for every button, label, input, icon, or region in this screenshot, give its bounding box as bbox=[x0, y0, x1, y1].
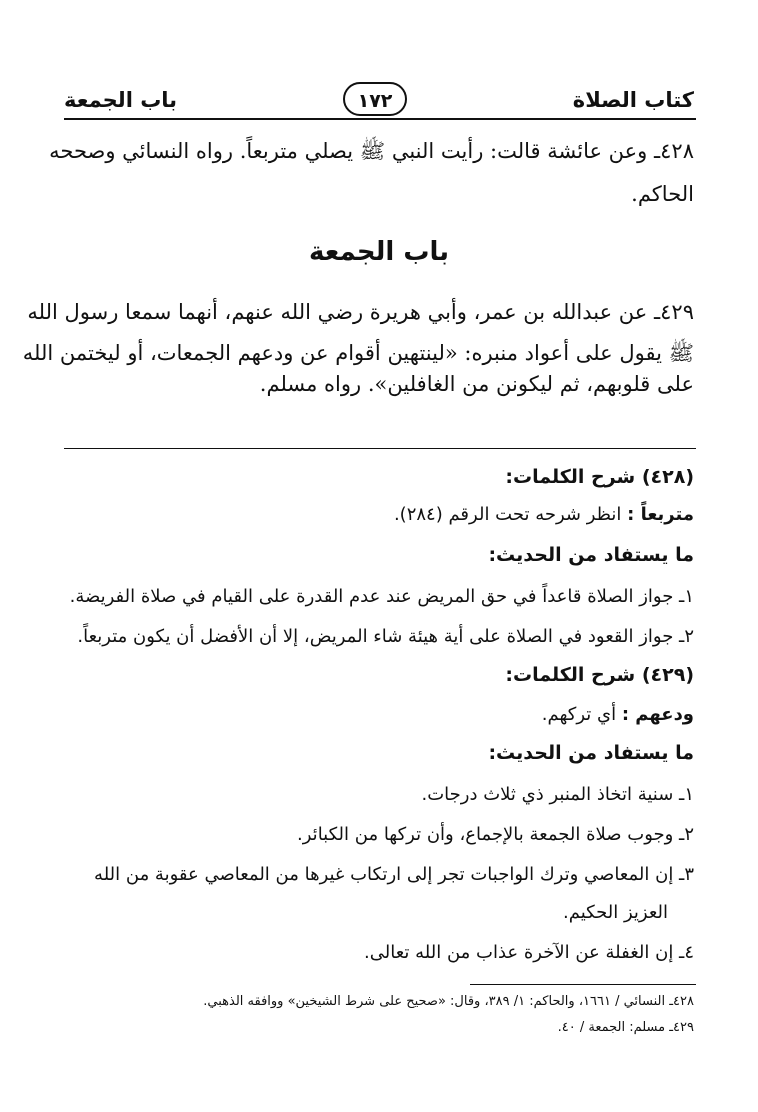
footnote-429: ٤٢٩ـ مسلم: الجمعة / ٤٠. bbox=[557, 1020, 694, 1035]
benefit-item-continuation: العزيز الحكيم. bbox=[563, 902, 668, 923]
commentary-428-benefits-heading: ما يستفاد من الحديث: bbox=[488, 544, 694, 566]
commentary-428-heading: (٤٢٨) شرح الكلمات: bbox=[505, 466, 694, 488]
word-definition: أي تركهم. bbox=[541, 704, 617, 725]
benefit-item: ١ـ سنية اتخاذ المنبر ذي ثلاث درجات. bbox=[421, 784, 694, 805]
hadith-429-line-3: على قلوبهم، ثم ليكونن من الغافلين». رواه مسلم. bbox=[259, 372, 694, 396]
benefit-item: ١ـ جواز الصلاة قاعداً في حق المريض عند عدم القدرة على القيام في صلاة الفريضة. bbox=[69, 586, 694, 607]
section-title: باب الجمعة bbox=[309, 237, 449, 267]
chapter-title: باب الجمعة bbox=[64, 88, 178, 112]
benefit-item: ٣ـ إن المعاصي وترك الواجبات تجر إلى ارتكاب غيرها من المعاصي عقوبة من الله bbox=[94, 864, 694, 885]
word-term: ودعهم : bbox=[621, 704, 694, 725]
hadith-428-line-2: الحاكم. bbox=[631, 182, 694, 206]
hadith-429-line-2: ﷺ يقول على أعواد منبره: «لينتهين أقوام عن ودعهم الجمعات، أو ليختمن الله bbox=[22, 341, 694, 365]
benefit-item: ٤ـ إن الغفلة عن الآخرة عذاب من الله تعالى. bbox=[364, 942, 694, 963]
footnote-428: ٤٢٨ـ النسائي / ١٦٦١، والحاكم: ١/ ٣٨٩، وقال: «صحيح على شرط الشيخين» ووافقه الذهبي. bbox=[203, 994, 694, 1009]
footnote-rule bbox=[470, 984, 696, 985]
benefit-item: ٢ـ وجوب صلاة الجمعة بالإجماع، وأن تركها من الكبائر. bbox=[297, 824, 694, 845]
commentary-429-word bbox=[542, 704, 694, 725]
commentary-429-heading: (٤٢٩) شرح الكلمات: bbox=[505, 664, 694, 686]
commentary-428-word bbox=[394, 504, 694, 525]
text-commentary-divider bbox=[64, 448, 696, 449]
header-rule bbox=[64, 118, 696, 120]
page-number: ١٧٢ bbox=[343, 82, 407, 116]
commentary-429-benefits-heading: ما يستفاد من الحديث: bbox=[488, 742, 694, 764]
word-term: متربعاً : bbox=[627, 504, 694, 525]
book-title: كتاب الصلاة bbox=[572, 88, 694, 112]
hadith-429-line-1: ٤٢٩ـ عن عبدالله بن عمر، وأبي هريرة رضي الله عنهم، أنهما سمعا رسول الله bbox=[27, 300, 694, 324]
benefit-item: ٢ـ جواز القعود في الصلاة على أية هيئة شاء المريض، إلا أن الأفضل أن يكون متربعاً. bbox=[77, 626, 694, 647]
hadith-428-line-1: ٤٢٨ـ وعن عائشة قالت: رأيت النبي ﷺ يصلي متربعاً. رواه النسائي وصححه bbox=[49, 139, 694, 163]
word-definition: انظر شرحه تحت الرقم (٢٨٤). bbox=[393, 504, 622, 525]
